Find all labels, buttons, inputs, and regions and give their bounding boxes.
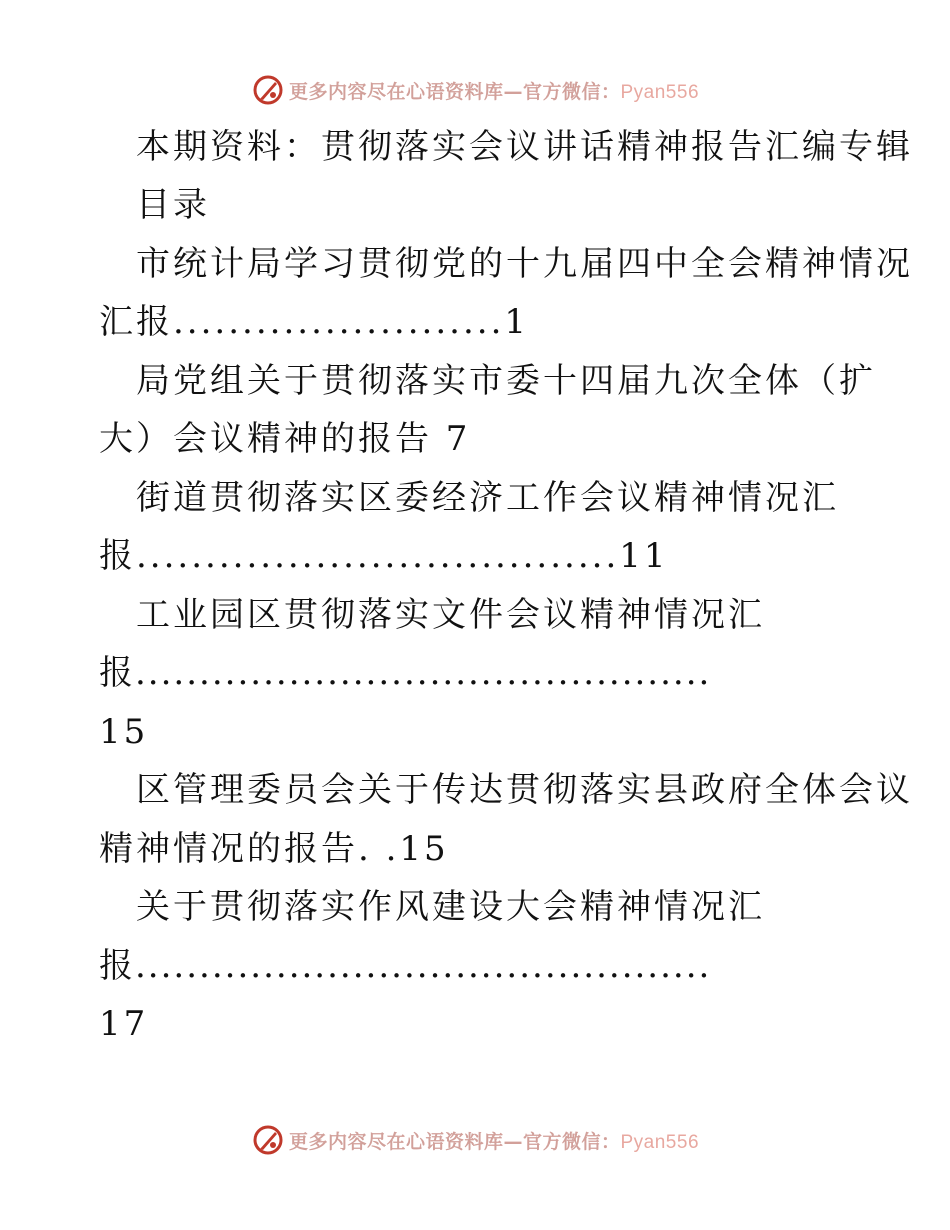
toc-entry-2-title: 局党组关于贯彻落实市委十四届九次全体（扩 [136,361,876,401]
watermark-text: 更多内容尽在心语资料库—官方微信：Pyan556 [288,80,700,103]
toc-entry-3-leader: 报...................................11 [99,536,669,576]
toc-entry-6-page: 17 [99,1004,149,1044]
toc-entry-3-title: 街道贯彻落实区委经济工作会议精神情况汇 [136,478,839,518]
toc-entry-4-title: 工业园区贯彻落实文件会议精神情况汇 [136,595,765,635]
collection-title: 本期资料：贯彻落实会议讲话精神报告汇编专辑 [136,127,913,167]
toc-entry-1-leader: 汇报........................1 [99,302,530,342]
quill-circle-icon [251,1123,285,1157]
toc-entry-6-title: 关于贯彻落实作风建设大会精神情况汇 [136,887,765,927]
toc-entry-4-page: 15 [99,712,149,752]
toc-entry-6-leader: 报............................................. [99,946,712,986]
quill-circle-icon [251,73,285,107]
watermark-text: 更多内容尽在心语资料库—官方微信：Pyan556 [288,1130,700,1153]
toc-entry-5-leader: 精神情况的报告. .15 [99,829,449,869]
toc-entry-1-title: 市统计局学习贯彻党的十九届四中全会精神情况 [136,244,913,284]
watermark-account: Pyan556 [620,81,700,103]
watermark-account: Pyan556 [620,1131,700,1153]
watermark-header [0,70,950,110]
watermark-footer [0,1120,950,1160]
toc-entry-2-leader: 大）会议精神的报告 7 [99,419,471,459]
toc-entry-5-title: 区管理委员会关于传达贯彻落实县政府全体会议 [136,770,913,810]
toc-heading: 目录 [136,185,210,225]
toc-entry-4-leader: 报............................................. [99,653,712,693]
